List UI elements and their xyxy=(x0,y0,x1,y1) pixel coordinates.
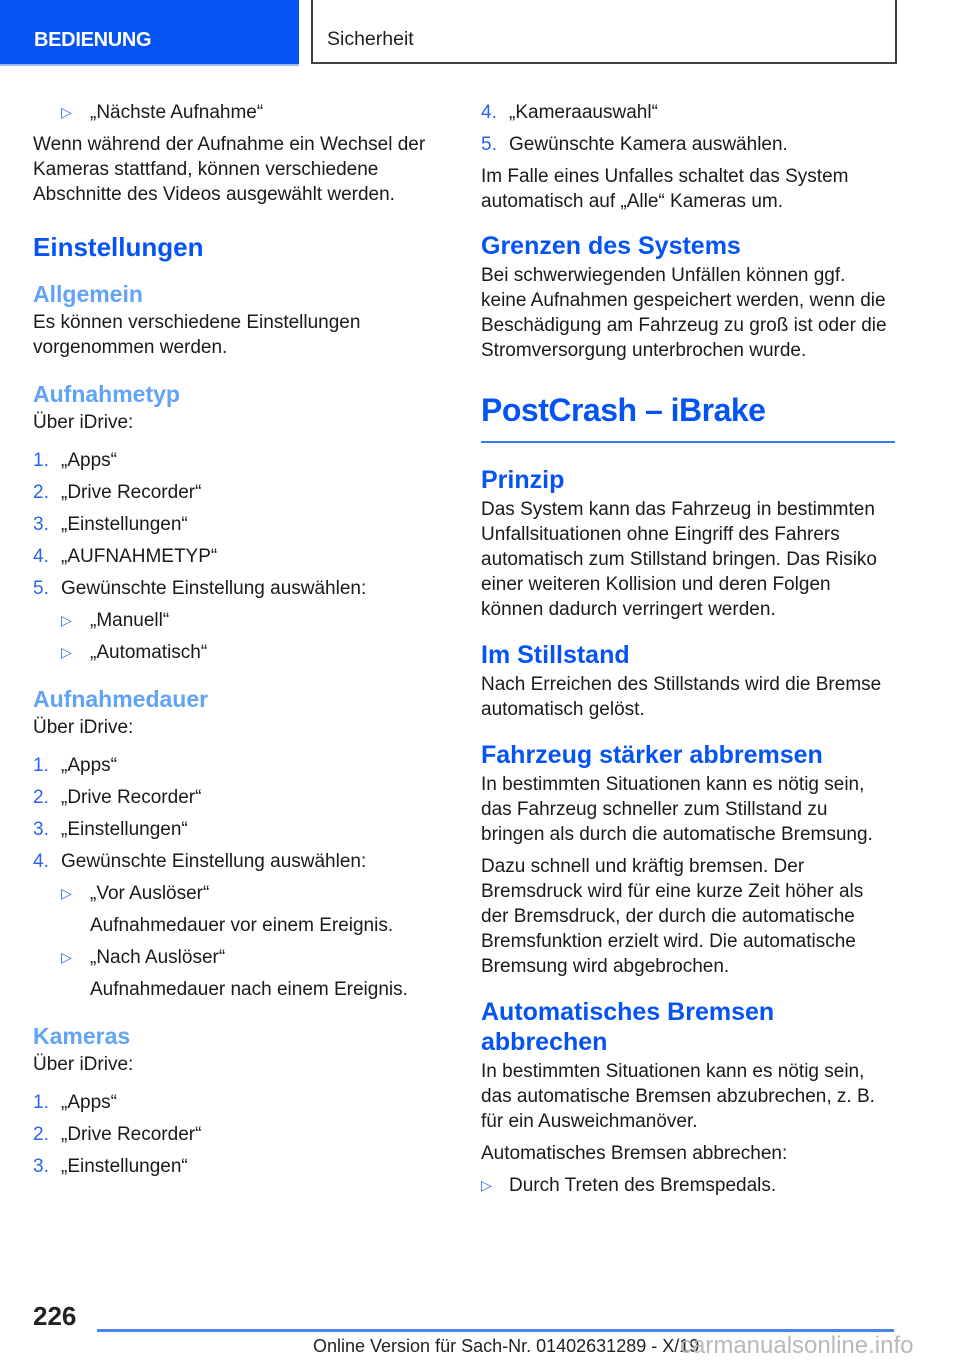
list-item xyxy=(33,1122,433,1147)
bullet-list xyxy=(33,881,433,1002)
list-number: 3. xyxy=(33,819,49,840)
list-item-text: „Automatisch“ xyxy=(90,642,208,663)
triangle-bullet-icon: ▷ xyxy=(61,612,72,628)
list-item-text: „Apps“ xyxy=(61,755,117,776)
numbered-list xyxy=(33,753,433,874)
paragraph: Das System kann das Fahrzeug in bestimmten Unfallsituationen ohne Eingriff des Fahrers automatisch zum Stillstand bringen. Das Risiko einer weiteren Kollision und deren Folgen können dadurch verringert werden. xyxy=(481,499,878,620)
list-item-text: „Drive Recorder“ xyxy=(61,787,202,808)
numbered-list xyxy=(33,1090,433,1179)
chapter-label: BEDIENUNG xyxy=(34,29,152,51)
list-item xyxy=(33,480,433,505)
paragraph: Es können verschiedene Einstellungen vorgenommen werden. xyxy=(33,312,361,358)
list-number: 4. xyxy=(33,851,49,872)
list-item xyxy=(61,608,433,633)
section-header xyxy=(311,0,897,64)
list-item-text: „Apps“ xyxy=(61,1092,117,1113)
list-number: 2. xyxy=(33,787,49,808)
watermark: carmanualsonline.info xyxy=(680,1332,914,1359)
right-column xyxy=(481,100,895,1205)
list-item-text: „Drive Recorder“ xyxy=(61,1124,202,1145)
paragraph: Wenn während der Aufnahme ein Wechsel der Kameras stattfand, können verschiedene Abschnitte des Videos ausgewählt werden. xyxy=(33,134,426,205)
list-item-text: „Einstellungen“ xyxy=(61,819,188,840)
list-item xyxy=(33,448,433,473)
heading-prinzip: Prinzip xyxy=(481,466,565,494)
heading-kameras: Kameras xyxy=(33,1023,131,1049)
paragraph: In bestimmten Situationen kann es nötig sein, das automatische Bremsen abzubrechen, z. B. für ein Ausweichmanöver. xyxy=(481,1061,875,1132)
paragraph: Bei schwerwiegenden Unfällen können ggf. keine Aufnahmen gespeichert werden, wenn die Beschädigung am Fahrzeug zu groß ist oder die Stromversorgung unterbrochen wurde. xyxy=(481,265,887,361)
paragraph: Nach Erreichen des Stillstands wird die Bremse automatisch gelöst. xyxy=(481,674,882,720)
list-item-text: „Nach Auslöser“ xyxy=(90,947,226,968)
list-item xyxy=(33,849,433,874)
chapter-tab xyxy=(0,0,299,66)
list-item xyxy=(61,640,433,665)
triangle-bullet-icon: ▷ xyxy=(61,949,72,965)
list-number: 5. xyxy=(481,134,497,155)
list-item-text: „Kameraauswahl“ xyxy=(509,102,658,123)
bullet-list xyxy=(481,1173,895,1198)
list-item-text: „Drive Recorder“ xyxy=(61,482,202,503)
triangle-bullet-icon: ▷ xyxy=(61,885,72,901)
list-item xyxy=(61,945,433,970)
heading-staerker-abbremsen: Fahrzeug stärker abbremsen xyxy=(481,741,823,769)
list-number: 1. xyxy=(33,450,49,471)
numbered-list xyxy=(481,100,895,157)
paragraph: Dazu schnell und kräftig bremsen. Der Bremsdruck wird für eine kurze Zeit höher als der Bremsdruck, der durch die automatische Bremsfunktion erzielt wird. Die automatische Bremsung wird abgebrochen. xyxy=(481,856,864,977)
list-item xyxy=(481,1173,895,1198)
list-item xyxy=(33,1090,433,1115)
list-item xyxy=(481,132,895,157)
option-description: Aufnahmedauer vor einem Ereignis. xyxy=(90,915,394,936)
list-item-text: „Vor Auslöser“ xyxy=(90,883,210,904)
list-item-text: Durch Treten des Bremspedals. xyxy=(509,1175,777,1196)
list-item xyxy=(33,512,433,537)
version-text: Online Version für Sach-Nr. 01402631289 - X/19 xyxy=(313,1336,700,1356)
triangle-bullet-icon: ▷ xyxy=(61,104,72,120)
triangle-bullet-icon: ▷ xyxy=(61,644,72,660)
heading-einstellungen: Einstellungen xyxy=(33,232,204,262)
heading-aufnahmedauer: Aufnahmedauer xyxy=(33,686,209,712)
list-item-text: Gewünschte Kamera auswählen. xyxy=(509,134,788,155)
list-item xyxy=(33,753,433,778)
numbered-list xyxy=(33,448,433,601)
list-item xyxy=(61,881,433,906)
paragraph: Über iDrive: xyxy=(33,412,134,433)
list-item-text: Gewünschte Einstellung auswählen: xyxy=(61,851,367,872)
list-item xyxy=(61,100,433,125)
list-number: 3. xyxy=(33,514,49,535)
list-item xyxy=(33,817,433,842)
paragraph: Über iDrive: xyxy=(33,1054,134,1075)
list-number: 2. xyxy=(33,1124,49,1145)
list-item xyxy=(33,785,433,810)
page-number: 226 xyxy=(33,1301,77,1331)
paragraph: Über iDrive: xyxy=(33,717,134,738)
list-item-text: „Einstellungen“ xyxy=(61,1156,188,1177)
section-label: Sicherheit xyxy=(327,28,414,50)
list-item-text: „Manuell“ xyxy=(90,610,170,631)
list-number: 5. xyxy=(33,578,49,599)
heading-grenzen: Grenzen des Systems xyxy=(481,232,741,260)
heading-stillstand: Im Stillstand xyxy=(481,641,630,669)
list-number: 2. xyxy=(33,482,49,503)
heading-postcrash: PostCrash – iBrake xyxy=(481,391,895,443)
list-item-text: „Apps“ xyxy=(61,450,117,471)
heading-allgemein: Allgemein xyxy=(33,281,143,307)
bullet-list xyxy=(33,608,433,665)
bullet-list xyxy=(33,100,433,125)
paragraph: In bestimmten Situationen kann es nötig sein, das Fahrzeug schneller zum Stillstand zu bringen als durch die automatische Bremsung. xyxy=(481,774,873,845)
list-item-text: „Nächste Aufnahme“ xyxy=(90,102,264,123)
list-number: 4. xyxy=(33,546,49,567)
heading-abbrechen: Automatisches Bremsen abbrechen xyxy=(481,998,775,1056)
list-item xyxy=(33,576,433,601)
list-number: 4. xyxy=(481,102,497,123)
list-item xyxy=(33,1154,433,1179)
triangle-bullet-icon: ▷ xyxy=(481,1177,492,1193)
list-number: 1. xyxy=(33,1092,49,1113)
list-item-text: Gewünschte Einstellung auswählen: xyxy=(61,578,367,599)
paragraph: Automatisches Bremsen abbrechen: xyxy=(481,1143,788,1164)
list-number: 1. xyxy=(33,755,49,776)
list-item-text: „Einstellungen“ xyxy=(61,514,188,535)
paragraph: Im Falle eines Unfalles schaltet das System automatisch auf „Alle“ Kameras um. xyxy=(481,166,849,212)
list-item-text: „AUFNAHMETYP“ xyxy=(61,546,218,567)
list-number: 3. xyxy=(33,1156,49,1177)
list-item xyxy=(481,100,895,125)
list-item xyxy=(33,544,433,569)
heading-aufnahmetyp: Aufnahmetyp xyxy=(33,381,180,407)
option-description: Aufnahmedauer nach einem Ereignis. xyxy=(90,979,408,1000)
left-column xyxy=(33,100,433,1186)
